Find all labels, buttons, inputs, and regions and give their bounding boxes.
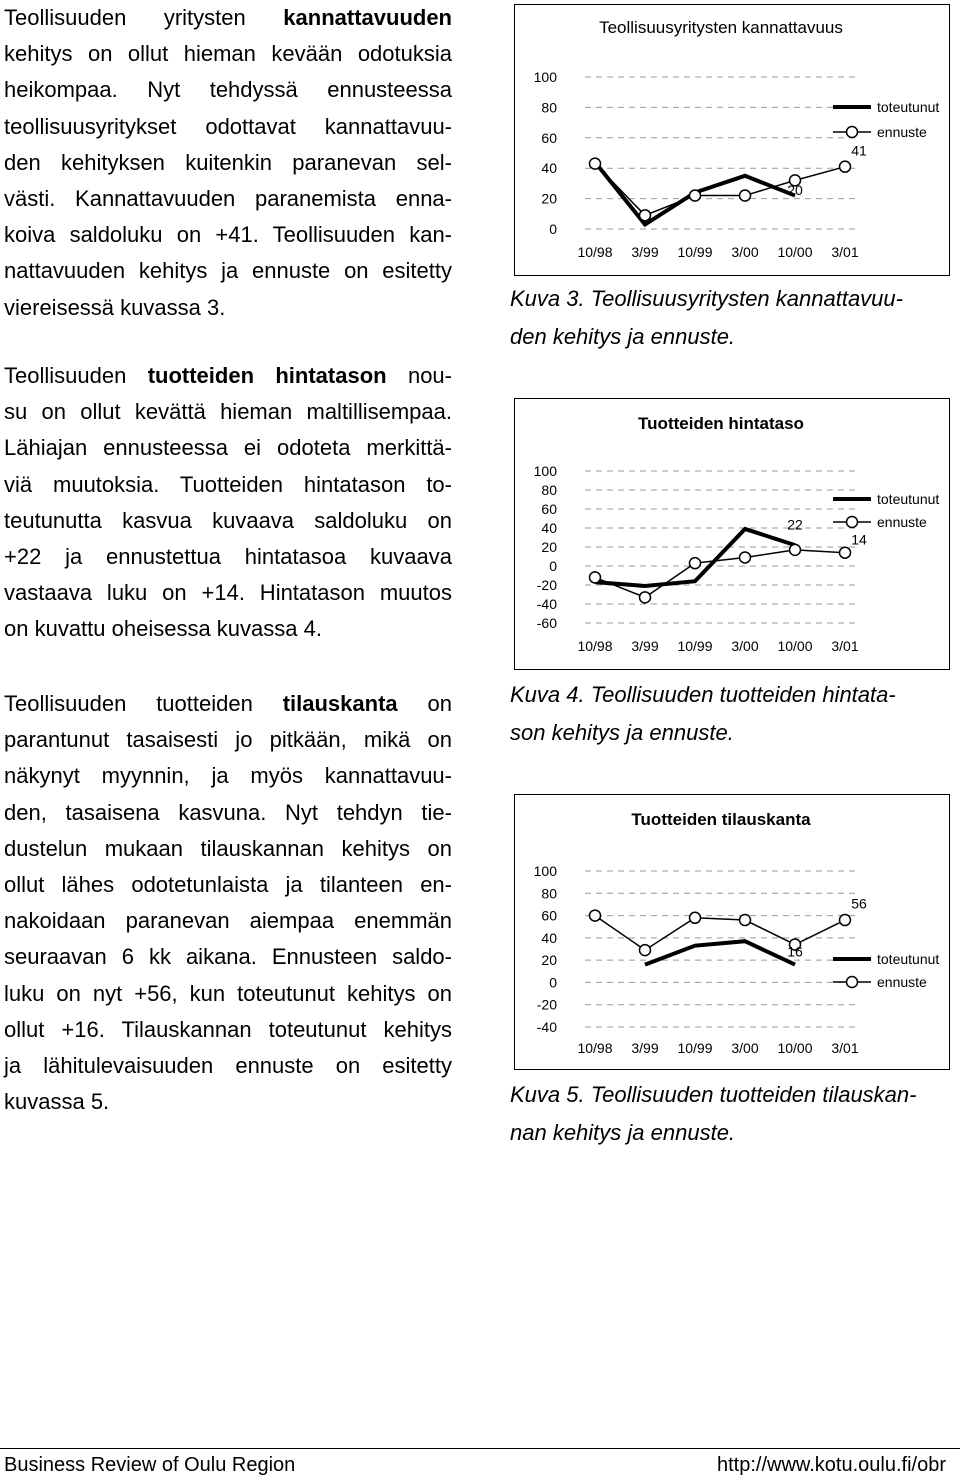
text-run: luku on nyt +56, kun toteutunut kehitys on	[4, 980, 452, 1006]
x-tick-label: 3/99	[631, 244, 659, 260]
text-run: seuraavan 6 kk aikana. Ennusteen saldo-	[4, 944, 452, 970]
text-run: dustelun mukaan tilauskannan kehitys on	[4, 835, 452, 861]
text-line	[4, 109, 452, 145]
paragraph-order-backlog	[4, 686, 452, 1120]
text-line	[4, 903, 452, 939]
caption-text-cont: den kehitys ja ennuste.	[510, 324, 736, 349]
x-tick-label: 3/01	[831, 1040, 859, 1056]
chart-price-level	[514, 398, 950, 670]
data-label: 41	[851, 142, 867, 159]
y-tick-label: -40	[536, 596, 557, 612]
text-run: teutunutta kasvua kuvaava saldoluku on	[4, 507, 452, 533]
x-tick-label: 10/99	[677, 638, 713, 654]
text-run: on kuvattu oheisessa kuvassa 4.	[4, 616, 322, 642]
footer-url[interactable]: http://www.kotu.oulu.fi/obr	[716, 1454, 946, 1476]
y-tick-label: -60	[536, 615, 557, 631]
x-tick-label: 3/99	[631, 1040, 659, 1056]
text-line	[4, 467, 452, 503]
data-point-ennuste	[740, 915, 751, 926]
y-tick-label: 80	[541, 885, 557, 902]
x-tick-label: 10/00	[777, 1040, 813, 1056]
y-tick-label: 80	[541, 99, 557, 116]
data-point-ennuste	[690, 190, 701, 201]
chart-svg	[515, 795, 951, 1071]
text-run: ja lähitulevaisuuden ennuste on esitetty	[4, 1053, 452, 1079]
legend-label-toteutunut: toteutunut	[877, 99, 940, 115]
text-run: Teollisuuden tuotteiden	[4, 691, 283, 716]
footer-divider	[0, 1448, 960, 1449]
series-line-toteutunut	[645, 941, 795, 964]
y-tick-label: -40	[536, 1019, 557, 1035]
data-point-ennuste	[690, 912, 701, 923]
text-line	[4, 867, 452, 903]
data-point-ennuste	[640, 945, 651, 956]
data-label: 16	[787, 943, 803, 960]
chart-svg	[515, 399, 951, 671]
legend-label-ennuste: ennuste	[877, 124, 927, 140]
text-line	[4, 686, 452, 722]
data-point-ennuste	[590, 910, 601, 921]
y-tick-label: -20	[536, 996, 557, 1013]
x-tick-label: 10/00	[777, 638, 813, 654]
data-point-ennuste	[840, 547, 851, 558]
legend-label-toteutunut: toteutunut	[877, 951, 940, 967]
text-line	[4, 358, 452, 394]
text-run: +22 ja ennustettua hintatasoa kuvaava	[4, 544, 452, 570]
y-tick-label: 100	[533, 463, 557, 479]
text-line	[4, 0, 452, 36]
data-label: 56	[851, 895, 867, 912]
text-run: Teollisuuden	[4, 363, 148, 388]
caption-kuva-4	[510, 676, 960, 752]
text-line	[4, 575, 452, 611]
x-tick-label: 3/01	[831, 638, 859, 654]
data-label: 14	[851, 531, 867, 548]
x-tick-label: 3/00	[731, 638, 759, 654]
legend-label-toteutunut: toteutunut	[877, 491, 940, 507]
legend-marker-ennuste	[847, 977, 858, 988]
text-run: koiva saldoluku on +41. Teollisuuden kan-	[4, 222, 452, 248]
text-line	[4, 290, 452, 326]
caption-label: Kuva 5.	[510, 1082, 585, 1107]
text-line	[4, 430, 452, 466]
x-tick-label: 10/99	[677, 1040, 713, 1056]
data-point-ennuste	[840, 915, 851, 926]
y-tick-label: 40	[541, 160, 557, 177]
text-line	[4, 1012, 452, 1048]
text-line	[4, 503, 452, 539]
text-line	[4, 939, 452, 975]
text-run: nattavuuden kehitys ja ennuste on esitetty	[4, 258, 452, 284]
y-tick-label: 80	[541, 482, 557, 498]
y-tick-label: 0	[549, 558, 557, 574]
y-tick-label: 40	[541, 520, 557, 536]
text-line	[4, 831, 452, 867]
chart-svg	[515, 5, 951, 277]
text-line	[4, 394, 452, 430]
chart-order-backlog	[514, 794, 950, 1070]
text-run: parantunut tasaisesti jo pitkään, mikä on	[4, 727, 452, 753]
bold-term: tilauskanta	[282, 691, 398, 716]
legend-marker-ennuste	[847, 517, 858, 528]
text-run: viä muutoksia. Tuotteiden hintatason to-	[4, 471, 452, 497]
text-run: ollut +16. Tilauskannan toteutunut kehitys	[4, 1016, 452, 1042]
text-line	[4, 36, 452, 72]
caption-text: Teollisuusyritysten kannattavuu-	[590, 286, 903, 311]
text-run: vastaava luku on +14. Hintatason muutos	[4, 580, 452, 606]
data-point-ennuste	[740, 552, 751, 563]
paragraph-price-level	[4, 358, 452, 648]
data-label: 22	[787, 516, 803, 533]
y-tick-label: 60	[541, 129, 557, 146]
x-tick-label: 10/98	[577, 1040, 613, 1056]
text-run: nakoidaan paranevan aiempaa enemmän	[4, 908, 452, 934]
text-run: kehitys on ollut hieman kevään odotuksia	[4, 41, 452, 67]
text-run: ollut lähes odotetunlaista ja tilanteen en-	[4, 872, 452, 898]
data-point-ennuste	[690, 558, 701, 569]
text-line	[4, 722, 452, 758]
text-line	[4, 145, 452, 181]
data-label: 20	[787, 182, 803, 199]
data-point-ennuste	[740, 190, 751, 201]
chart-title: Tuotteiden hintataso	[638, 414, 804, 433]
caption-text-cont: nan kehitys ja ennuste.	[510, 1120, 736, 1145]
caption-label: Kuva 4.	[510, 682, 585, 707]
y-tick-label: 100	[533, 69, 557, 85]
caption-label: Kuva 3.	[510, 286, 585, 311]
y-tick-label: 40	[541, 929, 557, 946]
legend-label-ennuste: ennuste	[877, 514, 927, 530]
chart-profitability	[514, 4, 950, 276]
caption-text: Teollisuuden tuotteiden tilauskan-	[590, 1082, 917, 1107]
bold-term: tuotteiden hintatason	[147, 363, 387, 388]
data-point-ennuste	[640, 592, 651, 603]
text-run: Teollisuuden yritysten	[4, 5, 284, 30]
data-point-ennuste	[590, 158, 601, 169]
text-line	[4, 539, 452, 575]
data-point-ennuste	[840, 161, 851, 172]
text-line	[4, 1048, 452, 1084]
text-line	[4, 1084, 452, 1120]
y-tick-label: 20	[541, 190, 557, 207]
x-tick-label: 3/99	[631, 638, 659, 654]
x-tick-label: 10/98	[577, 638, 613, 654]
x-tick-label: 3/00	[731, 1040, 759, 1056]
caption-kuva-3	[510, 280, 960, 356]
y-tick-label: 100	[533, 863, 557, 879]
text-line	[4, 253, 452, 289]
paragraph-profitability	[4, 0, 452, 326]
text-line	[4, 976, 452, 1012]
y-tick-label: 60	[541, 907, 557, 924]
text-run: heikompaa. Nyt tehdyssä ennusteessa	[4, 77, 452, 103]
text-run: viereisessä kuvassa 3.	[4, 294, 226, 320]
caption-text-cont: son kehitys ja ennuste.	[510, 720, 734, 745]
x-tick-label: 10/99	[677, 244, 713, 260]
text-run: on	[397, 691, 452, 716]
x-tick-label: 3/01	[831, 244, 859, 260]
y-tick-label: -20	[536, 577, 557, 593]
caption-text: Teollisuuden tuotteiden hintata-	[590, 682, 896, 707]
text-line	[4, 72, 452, 108]
data-point-ennuste	[640, 210, 651, 221]
x-tick-label: 3/00	[731, 244, 759, 260]
text-run: teollisuusyritykset odottavat kannattavuu-	[4, 113, 452, 139]
data-point-ennuste	[790, 544, 801, 555]
text-run: näkynyt myynnin, ja myös kannattavuu-	[4, 763, 452, 789]
text-line	[4, 795, 452, 831]
text-run: kuvassa 5.	[4, 1089, 110, 1115]
y-tick-label: 0	[549, 221, 557, 237]
text-line	[4, 611, 452, 647]
footer-publication: Business Review of Oulu Region	[4, 1454, 296, 1476]
text-line	[4, 217, 452, 253]
bold-term: kannattavuuden	[283, 5, 452, 30]
x-tick-label: 10/00	[777, 244, 813, 260]
text-line	[4, 181, 452, 217]
y-tick-label: 20	[541, 952, 557, 969]
y-tick-label: 0	[549, 974, 557, 991]
text-run: västi. Kannattavuuden paranemista enna-	[4, 186, 452, 212]
y-tick-label: 20	[541, 539, 557, 555]
chart-title: Teollisuusyritysten kannattavuus	[599, 18, 843, 37]
legend-label-ennuste: ennuste	[877, 974, 927, 990]
text-run: su on ollut kevättä hieman maltillisempaa.	[4, 399, 452, 425]
legend-marker-ennuste	[847, 127, 858, 138]
caption-kuva-5	[510, 1076, 960, 1152]
text-run: den, tasaisena kasvuna. Nyt tehdyn tie-	[4, 799, 452, 825]
text-run: Lähiajan ennusteessa ei odoteta merkittä-	[4, 435, 452, 461]
text-line	[4, 758, 452, 794]
data-point-ennuste	[590, 572, 601, 583]
x-tick-label: 10/98	[577, 244, 613, 260]
chart-title: Tuotteiden tilauskanta	[631, 810, 811, 829]
text-run: den kehityksen kuitenkin paranevan sel-	[4, 149, 452, 175]
y-tick-label: 60	[541, 501, 557, 517]
text-run: nou-	[386, 363, 452, 388]
